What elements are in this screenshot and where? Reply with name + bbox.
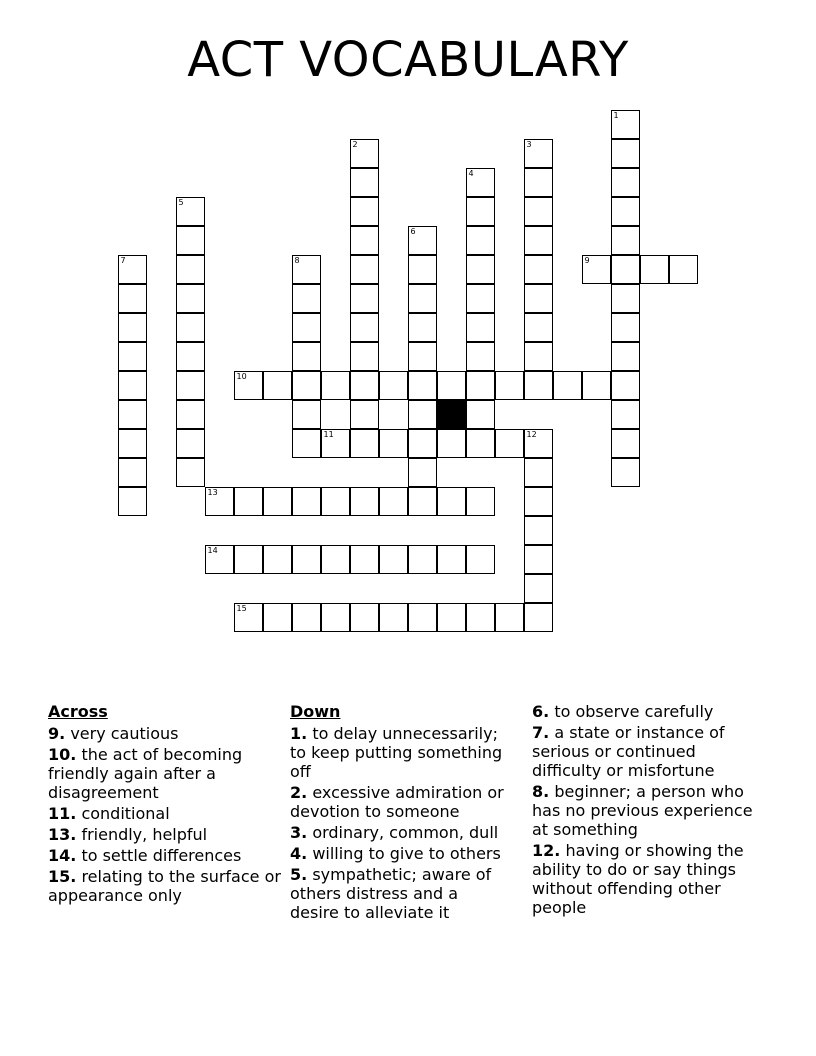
grid-cell[interactable]	[437, 603, 466, 632]
grid-cell[interactable]	[524, 284, 553, 313]
grid-cell[interactable]	[118, 342, 147, 371]
clue-down-12: 12. having or showing the ability to do or say things without offending other people	[532, 841, 744, 917]
grid-cell[interactable]	[350, 545, 379, 574]
black-square	[437, 400, 466, 429]
clues-column-2	[290, 702, 505, 924]
grid-cell[interactable]	[292, 284, 321, 313]
grid-cell[interactable]	[582, 255, 611, 284]
grid-cell[interactable]	[176, 313, 205, 342]
grid-cell[interactable]	[466, 226, 495, 255]
grid-cell[interactable]	[408, 255, 437, 284]
grid-cell[interactable]	[466, 487, 495, 516]
grid-cell[interactable]	[379, 545, 408, 574]
clue-down-5: 5. sympathetic; aware of others distress and a desire to alleviate it	[290, 865, 492, 922]
cell-number: 13	[207, 488, 218, 497]
grid-cell[interactable]	[611, 168, 640, 197]
grid-cell[interactable]	[118, 371, 147, 400]
grid-cell[interactable]	[292, 255, 321, 284]
grid-cell[interactable]	[176, 255, 205, 284]
grid-cell[interactable]	[611, 197, 640, 226]
grid-cell[interactable]	[466, 284, 495, 313]
grid-cell[interactable]	[611, 429, 640, 458]
grid-cell[interactable]	[524, 168, 553, 197]
grid-cell[interactable]	[466, 342, 495, 371]
grid-cell[interactable]	[408, 342, 437, 371]
grid-cell[interactable]	[408, 458, 437, 487]
grid-cell[interactable]	[350, 139, 379, 168]
grid-cell[interactable]	[350, 284, 379, 313]
grid-cell[interactable]	[524, 226, 553, 255]
grid-cell[interactable]	[495, 429, 524, 458]
clues-column-1	[48, 702, 283, 907]
grid-cell[interactable]	[408, 226, 437, 255]
grid-cell[interactable]	[408, 313, 437, 342]
grid-cell[interactable]	[234, 487, 263, 516]
grid-cell[interactable]	[466, 545, 495, 574]
grid-cell[interactable]	[379, 603, 408, 632]
clue-down-4: 4. willing to give to others	[290, 844, 501, 863]
grid-cell[interactable]	[321, 429, 350, 458]
grid-cell[interactable]	[524, 139, 553, 168]
grid-cell[interactable]	[350, 197, 379, 226]
grid-cell[interactable]	[379, 371, 408, 400]
grid-cell[interactable]	[611, 400, 640, 429]
clue-across-14: 14. to settle differences	[48, 846, 242, 865]
grid-cell[interactable]	[263, 487, 292, 516]
grid-cell[interactable]	[379, 429, 408, 458]
grid-cell[interactable]	[263, 603, 292, 632]
grid-cell[interactable]	[466, 313, 495, 342]
grid-cell[interactable]	[408, 487, 437, 516]
cell-number: 5	[178, 198, 184, 207]
clue-across-11: 11. conditional	[48, 804, 170, 823]
grid-cell[interactable]	[118, 400, 147, 429]
clues-column-3	[532, 702, 764, 919]
grid-cell[interactable]	[292, 313, 321, 342]
cell-number: 12	[526, 430, 537, 439]
cell-number: 3	[526, 140, 532, 149]
grid-cell[interactable]	[350, 255, 379, 284]
grid-cell[interactable]	[611, 139, 640, 168]
grid-cell[interactable]	[408, 603, 437, 632]
clue-down-3: 3. ordinary, common, dull	[290, 823, 499, 842]
grid-cell[interactable]	[321, 545, 350, 574]
cell-number: 1	[613, 111, 619, 120]
grid-cell[interactable]	[176, 371, 205, 400]
grid-cell[interactable]	[292, 371, 321, 400]
cell-number: 15	[236, 604, 247, 613]
grid-cell[interactable]	[437, 371, 466, 400]
across-header: Across	[48, 702, 108, 721]
grid-cell[interactable]	[205, 545, 234, 574]
grid-cell[interactable]	[611, 255, 640, 284]
cell-number: 6	[410, 227, 416, 236]
grid-cell[interactable]	[350, 226, 379, 255]
grid-cell[interactable]	[292, 400, 321, 429]
grid-cell[interactable]	[350, 168, 379, 197]
grid-cell[interactable]	[408, 371, 437, 400]
grid-cell[interactable]	[640, 255, 669, 284]
cell-number: 8	[294, 256, 300, 265]
grid-cell[interactable]	[611, 313, 640, 342]
grid-cell[interactable]	[350, 313, 379, 342]
grid-cell[interactable]	[176, 429, 205, 458]
grid-cell[interactable]	[176, 226, 205, 255]
grid-cell[interactable]	[176, 284, 205, 313]
clue-down-2: 2. excessive admiration or devotion to someone	[290, 783, 504, 821]
puzzle-title: ACT VOCABULARY	[187, 32, 629, 88]
cell-number: 14	[207, 546, 218, 555]
grid-cell[interactable]	[524, 255, 553, 284]
grid-cell[interactable]	[524, 313, 553, 342]
grid-cell[interactable]	[263, 545, 292, 574]
grid-cell[interactable]	[466, 255, 495, 284]
grid-cell[interactable]	[292, 545, 321, 574]
grid-cell[interactable]	[350, 371, 379, 400]
grid-cell[interactable]	[321, 487, 350, 516]
clue-down-6: 6. to observe carefully	[532, 702, 714, 721]
grid-cell[interactable]	[524, 429, 553, 458]
grid-cell[interactable]	[524, 197, 553, 226]
clue-across-10: 10. the act of becoming friendly again after a disagreement	[48, 745, 243, 802]
grid-cell[interactable]	[176, 342, 205, 371]
grid-cell[interactable]	[118, 255, 147, 284]
cell-number: 9	[584, 256, 590, 265]
grid-cell[interactable]	[408, 429, 437, 458]
grid-cell[interactable]	[611, 110, 640, 139]
grid-cell[interactable]	[466, 197, 495, 226]
grid-cell[interactable]	[437, 545, 466, 574]
grid-cell[interactable]	[292, 603, 321, 632]
grid-cell[interactable]	[524, 371, 553, 400]
grid-cell[interactable]	[466, 371, 495, 400]
grid-cell[interactable]	[437, 487, 466, 516]
grid-cell[interactable]	[408, 400, 437, 429]
grid-cell[interactable]	[350, 429, 379, 458]
clue-down-1: 1. to delay unnecessarily; to keep putting something off	[290, 724, 503, 781]
grid-cell[interactable]	[669, 255, 698, 284]
grid-cell[interactable]	[118, 284, 147, 313]
grid-cell[interactable]	[176, 400, 205, 429]
grid-cell[interactable]	[611, 371, 640, 400]
grid-cell[interactable]	[205, 487, 234, 516]
cell-number: 4	[468, 169, 474, 178]
grid-cell[interactable]	[118, 487, 147, 516]
grid-cell[interactable]	[611, 342, 640, 371]
cell-number: 7	[120, 256, 126, 265]
grid-cell[interactable]	[524, 574, 553, 603]
grid-cell[interactable]	[118, 429, 147, 458]
grid-cell[interactable]	[176, 458, 205, 487]
grid-cell[interactable]	[379, 487, 408, 516]
grid-cell[interactable]	[234, 603, 263, 632]
grid-cell[interactable]	[350, 487, 379, 516]
grid-cell[interactable]	[234, 371, 263, 400]
grid-cell[interactable]	[118, 313, 147, 342]
grid-cell[interactable]	[292, 342, 321, 371]
grid-cell[interactable]	[524, 516, 553, 545]
down-header: Down	[290, 702, 341, 721]
grid-cell[interactable]	[466, 168, 495, 197]
grid-cell[interactable]	[611, 458, 640, 487]
grid-cell[interactable]	[321, 371, 350, 400]
grid-cell[interactable]	[408, 545, 437, 574]
grid-cell[interactable]	[466, 400, 495, 429]
grid-cell[interactable]	[524, 342, 553, 371]
cell-number: 11	[323, 430, 334, 439]
grid-cell[interactable]	[118, 458, 147, 487]
grid-cell[interactable]	[466, 603, 495, 632]
grid-cell[interactable]	[495, 603, 524, 632]
clue-across-15: 15. relating to the surface or appearance only	[48, 867, 281, 905]
clue-down-7: 7. a state or instance of serious or continued difficulty or misfortune	[532, 723, 725, 780]
cell-number: 10	[236, 372, 247, 381]
grid-cell[interactable]	[524, 487, 553, 516]
clue-across-9: 9. very cautious	[48, 724, 179, 743]
grid-cell[interactable]	[524, 603, 553, 632]
grid-cell[interactable]	[292, 429, 321, 458]
clue-down-8: 8. beginner; a person who has no previous experience at something	[532, 782, 753, 839]
clue-across-13: 13. friendly, helpful	[48, 825, 208, 844]
grid-cell[interactable]	[263, 371, 292, 400]
grid-cell[interactable]	[553, 371, 582, 400]
grid-cell[interactable]	[292, 487, 321, 516]
cell-number: 2	[352, 140, 358, 149]
grid-cell[interactable]	[437, 429, 466, 458]
grid-cell[interactable]	[176, 197, 205, 226]
grid-cell[interactable]	[611, 284, 640, 313]
grid-cell[interactable]	[582, 371, 611, 400]
grid-cell[interactable]	[611, 226, 640, 255]
grid-cell[interactable]	[321, 603, 350, 632]
grid-cell[interactable]	[234, 545, 263, 574]
grid-cell[interactable]	[408, 284, 437, 313]
grid-cell[interactable]	[350, 400, 379, 429]
grid-cell[interactable]	[524, 458, 553, 487]
grid-cell[interactable]	[466, 429, 495, 458]
grid-cell[interactable]	[350, 603, 379, 632]
grid-cell[interactable]	[495, 371, 524, 400]
grid-cell[interactable]	[524, 545, 553, 574]
grid-cell[interactable]	[350, 342, 379, 371]
